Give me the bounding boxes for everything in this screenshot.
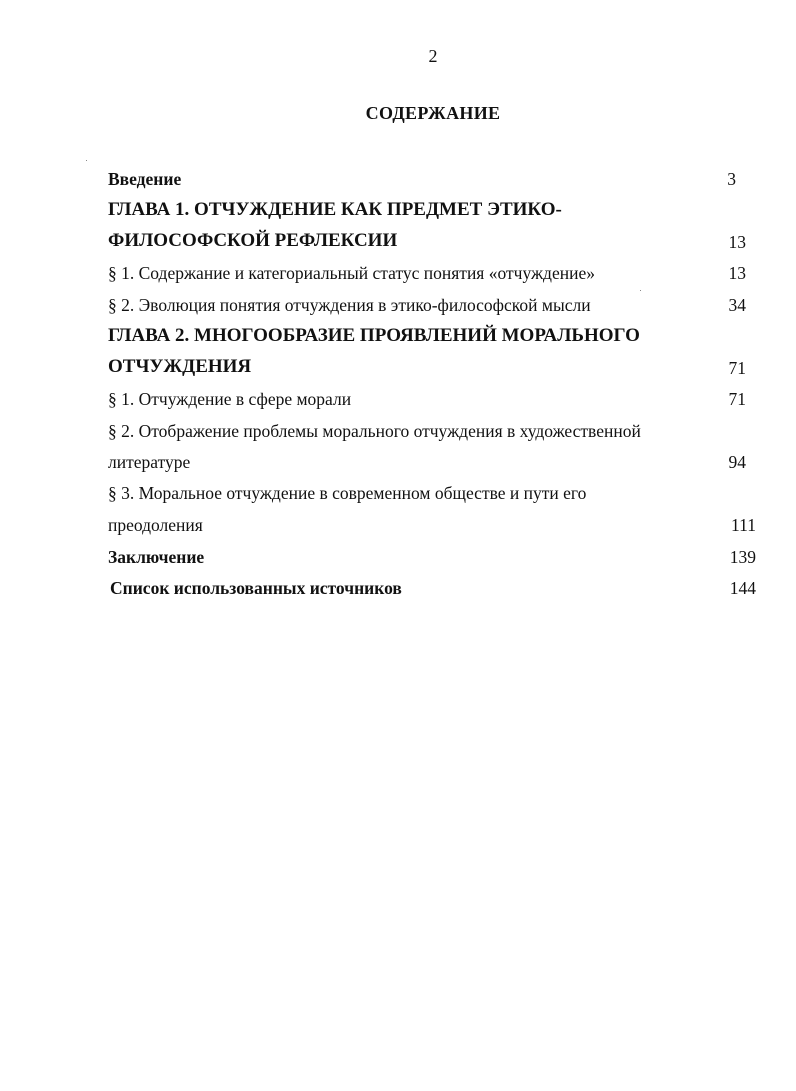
scan-speck: [640, 290, 641, 291]
toc-page-ch1-s2: 34: [728, 295, 746, 315]
toc-entry-chapter2-line1: ГЛАВА 2. МНОГООБРАЗИЕ ПРОЯВЛЕНИЙ МОРАЛЬНОГО: [108, 325, 640, 346]
toc-entry-introduction: Введение: [108, 169, 182, 189]
toc-page-conclusion: 139: [729, 547, 756, 567]
toc-page-ch2-s2: 94: [728, 452, 746, 472]
toc-entry-ch2-s3-line1: § 3. Моральное отчуждение в современном обществе и пути его: [108, 483, 587, 503]
toc-page-ch1-s1: 13: [728, 263, 746, 283]
scan-speck: [86, 160, 87, 161]
toc-page-ch2-s3: 111: [731, 515, 756, 535]
toc-page-bibliography: 144: [729, 578, 756, 598]
toc-entry-ch2-s3-line2: преодоления: [108, 515, 203, 535]
toc-entry-chapter2-line2: ОТЧУЖДЕНИЯ: [108, 356, 252, 377]
toc-page-ch2-s1: 71: [728, 389, 746, 409]
toc-entry-chapter1-line1: ГЛАВА 1. ОТЧУЖДЕНИЕ КАК ПРЕДМЕТ ЭТИКО-: [108, 199, 562, 220]
toc-entry-ch1-s2: § 2. Эволюция понятия отчуждения в этико-философской мысли: [108, 295, 591, 315]
toc-entry-conclusion: Заключение: [108, 547, 205, 567]
toc-entry-ch2-s1: § 1. Отчуждение в сфере морали: [108, 389, 352, 409]
toc-entry-ch1-s1: § 1. Содержание и категориальный статус понятия «отчуждение»: [108, 263, 595, 283]
page-number: 2: [428, 46, 438, 66]
page-title: СОДЕРЖАНИЕ: [365, 103, 501, 123]
toc-page-introduction: 3: [727, 169, 736, 189]
toc-entry-chapter1-line2: ФИЛОСОФСКОЙ РЕФЛЕКСИИ: [108, 230, 398, 251]
toc-entry-ch2-s2-line1: § 2. Отображение проблемы морального отчуждения в художественной: [108, 421, 641, 441]
toc-entry-bibliography: Список использованных источников: [110, 578, 402, 598]
toc-page-chapter2: 71: [728, 358, 746, 378]
toc-page-chapter1: 13: [728, 232, 746, 252]
toc-entry-ch2-s2-line2: литературе: [108, 452, 191, 472]
